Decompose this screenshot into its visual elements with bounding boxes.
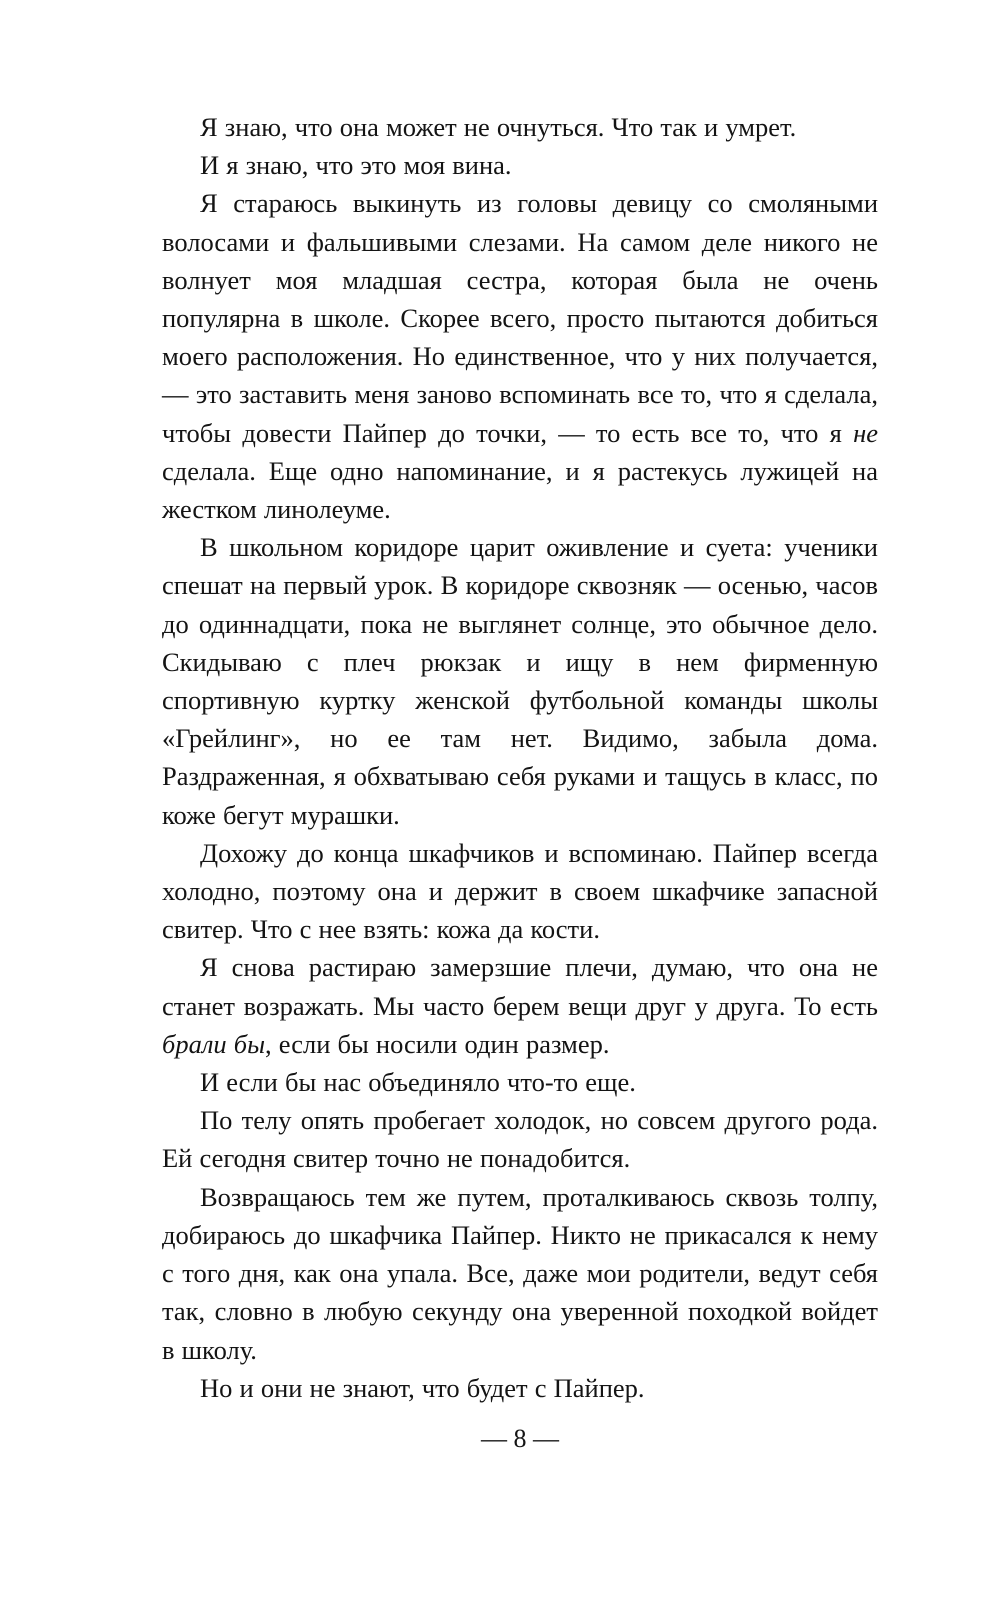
paragraph: [162, 1063, 878, 1101]
paragraph: [162, 1101, 878, 1177]
paragraph-text: Возвращаюсь тем же путем, проталкиваюсь сквозь толпу, добираюсь до шкафчика Пайпер. Никто не прикасался к нему с того дня, как она упала. Все, даже мои родители, ведут себя так, словно в любую секунду она уверенной походкой войдет в школу.: [162, 1181, 878, 1365]
paragraph-text: сделала. Еще одно напоминание, и я растекусь лужицей на жестком линолеуме.: [162, 455, 878, 525]
paragraph-text: И я знаю, что это моя вина.: [200, 150, 512, 181]
paragraph: [162, 1369, 878, 1407]
paragraph: [162, 1178, 878, 1369]
paragraph-text: В школьном коридоре царит оживление и суета: ученики спешат на первый урок. В коридоре сквозняк — осенью, часов до одиннадцати, пока не выглянет солнце, это обычное дело. Скидываю с плеч рюкзак и ищу в нем фирменную спортивную куртку женской футбольной команды школы «Грейлинг», но ее там нет. Видимо, забыла дома. Раздраженная, я обхватываю себя руками и тащусь в класс, по коже бегут мурашки.: [162, 532, 878, 830]
text-block: [162, 108, 878, 1407]
paragraph: [162, 948, 878, 1063]
paragraph-text: Я стараюсь выкинуть из головы девицу со смоляными волосами и фальшивыми слезами. На самом деле никого не волнует моя младшая сестра, которая была не очень популярна в школе. Скорее всего, просто пытаются добиться моего расположения. Но единственное, что у них получается, — это заставить меня заново вспоминать все то, что я сделала, чтобы довести Пайпер до точки, — то есть все то, что я: [162, 188, 878, 448]
paragraph-text: Но и они не знают, что будет с Пайпер.: [200, 1372, 645, 1403]
paragraph-text: Я знаю, что она может не очнуться. Что так и умрет.: [200, 112, 797, 142]
paragraph-text: Дохожу до конца шкафчиков и вспоминаю. Пайпер всегда холодно, поэтому она и держит в своем шкафчике запасной свитер. Что с нее взять: кожа да кости.: [162, 837, 878, 945]
paragraph: [162, 834, 878, 949]
paragraph: [162, 528, 878, 834]
paragraph-text: Я снова растираю замерзшие плечи, думаю, что она не станет возражать. Мы часто берем вещи друг у друга. То есть: [162, 952, 878, 1021]
paragraph-text-italic: брали бы: [162, 1028, 266, 1059]
paragraph: [162, 184, 878, 528]
page-number: — 8 —: [481, 1424, 559, 1453]
paragraph: [162, 146, 878, 184]
paragraph-text: , если бы носили один размер.: [265, 1028, 610, 1059]
paragraph-text: По телу опять пробегает холодок, но совсем другого рода. Ей сегодня свитер точно не понадобится.: [162, 1105, 878, 1174]
paragraph-text: И если бы нас объединяло что-то еще.: [200, 1067, 636, 1098]
paragraph: [162, 108, 878, 146]
paragraph-text-italic: не: [853, 417, 878, 448]
